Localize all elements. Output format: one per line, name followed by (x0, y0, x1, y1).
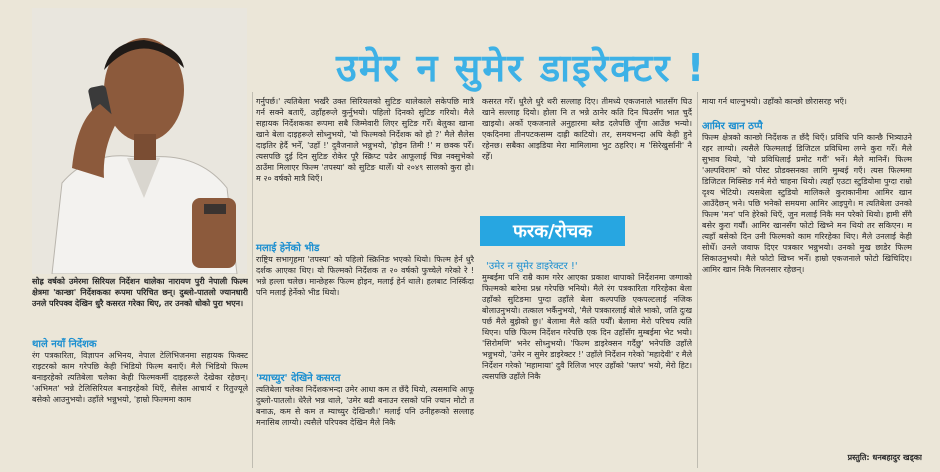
photo-caption: सोह्र वर्षको उमेरमा सिरियल निर्देशन थालेका नारायण पुरी नेपाली फिल्म क्षेत्रमा 'कान्छा' निर्देशकका रूपमा परिचित छन्। दुब्लो-पातलो ज्यानधारी उनले परिपक्व देखिन धुरै कसरत गरेका थिए, तर उनको धोको पुरा भएन। (32, 277, 248, 308)
portrait-photo (32, 8, 247, 274)
section-title-new-director: थाले नयाँ निर्देशक (32, 339, 97, 350)
section-text-continuation: गर्नुपर्छ।' त्यतिबेला भर्खरै उक्त सिरियलको सुटिङ थालेकाले सकेपछि मात्रै गर्न सक्ने बताएँ, उहाँहरूले कुर्नुभयो। पहिलो दिनको सुटिङ गरियो। मैले सहायक निर्देशकका रूपमा सबै जिम्मेवारी लिएर सुटिङ गरेँ। बेलुका खाना खाने बेला दाइहरूले सोध्नुभयो, 'यो फिल्मको निर्देशक को हो ?' मैले सैलेस दाइतिर हेर्दै भनेँ, 'उहाँ !' दुवैजनाले भन्नुभयो, 'होइन तिमी !' म छक्क परेँ। त्यसपछि दुई दिन सुटिङ रोकेर पूरै स्क्रिप्ट पढेर आफूलाई चिन्न नक्सुभेको ठाउँमा मिलाएर फिल्म 'तपस्या' को सुटिङ थालेँ। यो २०४९ सालको कुरा हो। म २० वर्षको मात्रै थिएँ। (256, 97, 474, 183)
section-text-new-director: रंग पत्रकारिता, विज्ञापन अभिनय, नेपाल टेलिभिजनमा सहायक फिक्स्ट राइटरको काम गरेपछि केही भिडियो फिल्म बनाएँ। मैले भिडियो फिल्म बनाइरहेको त्यतिबेला चलेका केही फिल्मकर्मी दाइहरूले देखेका रहेछन्। 'अभिमत' भन्ने टेलिसिरियल बनाइरहेको थिएँ, सैलेस आचार्य र रितुज्यूले बसेको आउनुभयो। उहाँले भन्नुभयो, 'हाम्रो फिल्ममा काम (32, 351, 248, 404)
man-on-phone-image (32, 8, 247, 274)
credit-line: प्रस्तुति: धनबहादुर खड्का (847, 453, 922, 462)
section-text-effort: कसरत गरेँ। धुरैले धुरै थरी सल्लाह दिए। तीमध्ये एकजनाले भातसँग घिउ खाने सल्लाह दियो। होला नि त भन्ने ठानेर कति दिन घिउसँग भात चुर्दै खाइयो। अर्को एकजनाले अनुहारमा ब्लेड दलेपछि जुँगा आउँछ भन्यो। एकदिनमा तीनपटकसम्म दाह्री काटियो। तर, समयभन्दा अघि केही हुने रहेनछ। सबैका आइडिया मेरा मामिलामा भुट ठहरिए। म 'सिरेखुर्सानी' नै रहेँ। (482, 97, 692, 161)
column-divider-right (697, 92, 698, 468)
section-text-mumbai: मुम्बईमा पनि राम्रै काम गरेर आएका प्रकाश थापाको निर्देशनमा जग्गाको फिल्मको बारेमा प्रश्न गरेपछि भनियो। मैले रंग पत्रकारिता गरिरहेका बेला उहाँको सुटिङमा पुग्दा उहाँले बेला कल्पपछि एकपल्टलाई नजिक बोलाउनुभयो। तत्काल भर्कैनुभयो, 'मैले पत्रकारलाई बोले भाको, जति दुःख पर्छ मैले बुझेको छु।' बेलामा मैले कति पर्यौँ। बेलामा मेरो परिचय त्यति थिएन। पछि फिल्म निर्देशन गरेपछि एक दिन उहाँसँग मुम्बईमा भेट भयो। 'सिरोमणि' भनेर सोध्नुभयो। 'फिल्म डाइरेक्सन गर्दैछु' भनेपछि उहाँले भन्नुभयो, 'उमेर न सुमेर डाइरेक्टर !' उहाँले निर्देशन गरेको 'महादेवी' र मैले निर्देशन गरेको 'महामाया' दुवै रिलिज भएर उहाँको 'फ्लप' भयो, मेरो हिट। त्यसपछि उहाँले निकै (482, 273, 692, 381)
section-title-aamir: आमिर खान ठप्पै (702, 121, 763, 132)
section-title-mature: 'म्याच्युर' देखिने कसरत (256, 373, 341, 384)
section-text-crowd: राष्ट्रिय सभागृहमा 'तपस्या' को पहिलो स्क्रिनिङ भएको थियो। फिल्म हेर्न धुरै दर्शक आएका थिए। यो फिल्मको निर्देशक त २० वर्षको फुच्चेले गरेको रे ! भन्ने हल्ला चलेछ। मान्छेहरू फिल्म होइन, मलाई हेर्न थाले। हलबाट निस्किँदा पनि मलाई हेर्नेको भीड थियो। (256, 255, 474, 297)
section-title-crowd: मलाई हेर्नेको भीड (256, 243, 320, 254)
headline: उमेर न सुमेर डाइरेक्टर ! (336, 46, 707, 90)
category-tag: फरक/रोचक (480, 216, 625, 246)
quote-subtitle: 'उमेर न सुमेर डाइरेक्टर !' (486, 261, 578, 272)
section-text-aamir: फिल्म क्षेत्रको कान्छो निर्देशक त छँदै थिएँ। प्रविधि पनि कान्छै भित्र्याउने रहर लाग्यो। त्यसैले फिल्मलाई डिजिटल प्रविधिमा लग्ने कुरा गरेँ। मैले सुभाव थियो, 'यो प्रविधिलाई प्रमोट गरौं' भनें। मैले मानिनँ। फिल्म 'अल्पविराम' को पोस्ट प्रोडक्सनका लागि मुम्बई गएँ। त्यस फिल्ममा डिजिटल मिक्सिङ गर्न मेरो चाहना थियो। त्यहाँ एउटा स्टुडियोमा पुग्दा राम्रो दृश्य भेटियो। त्यसबेला स्टुडियो मालिकले कुराकानीमा आमिर खान आउँदैछन् भने। पछि भनेको समयमा आमिर आइपुगे। म त्यतिबेला उनको फिल्म 'मन' पनि हेरेको थिएँ, जुन मलाई निकै मन परेको थियो। हामी सँगै बसेर कुरा गर्यौं। आमिर खानसँग फोटो खिच्ने मन थियो तर सकिएन। म त्यहाँ बसेको दिन उनी फिल्मको काम गरिरहेका थिए। मैले उनलाई केही सोधेँ। उनले जवाफ दिएर पत्रकार भन्नुभयो। उनको मुख छाडेर फिल्म सिकाउनुभयो। मैले फोटो खिच्न भनेँ। हाम्रो एकजनाले फोटो खिचिदिए। आमिर खान निकै मिलनसार रहेछन्। (702, 133, 912, 274)
section-text-love: माया गर्न थाल्नुभयो। उहाँको कान्छो छोरासरह भएँ। (702, 97, 847, 106)
section-text-mature: त्यतिबेला चलेका निर्देशकभन्दा उमेर आधा कम त छँदै थियो, त्यसमाथि आफू दुब्लो-पातलो। धेरैले भन्न थाले, 'उमेर बढी बनाउन रसको पनि ज्यान मोटो त बनाऊ, कम से कम त म्याच्युर देखिन्छौ।' मलाई पनि उनीहरूको सल्लाह मनासिब लाग्यो। त्यसैले परिपक्व देखिन मैले निकै (256, 385, 474, 427)
column-divider (252, 92, 253, 468)
